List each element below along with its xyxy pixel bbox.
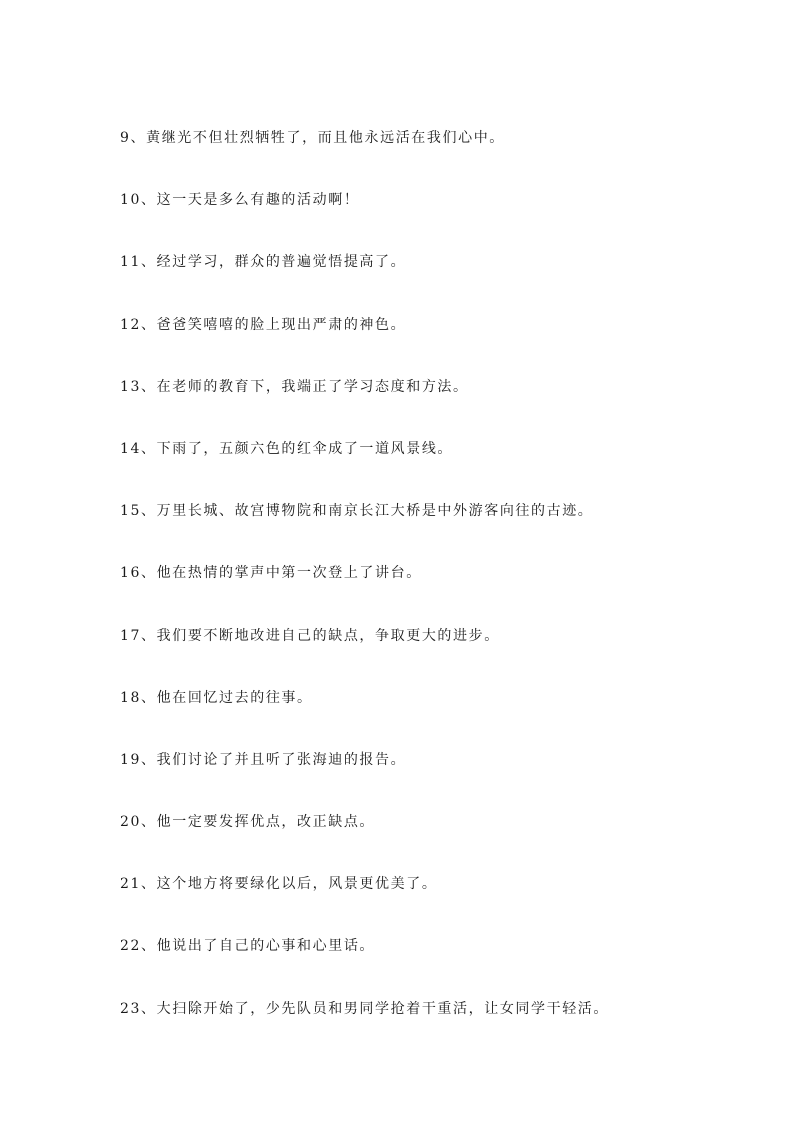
sentence-item: 15、万里长城、故宫博物院和南京长江大桥是中外游客向往的古迹。	[120, 503, 594, 520]
sentence-item: 10、这一天是多么有趣的活动啊！	[120, 192, 360, 209]
sentence-item: 12、爸爸笑嘻嘻的脸上现出严肃的神色。	[120, 316, 407, 333]
sentence-list	[120, 128, 760, 1061]
sentence-item: 17、我们要不断地改进自己的缺点，争取更大的进步。	[120, 627, 500, 644]
sentence-item: 16、他在热情的掌声中第一次登上了讲台。	[120, 565, 422, 582]
sentence-item: 11、经过学习，群众的普遍觉悟提高了。	[120, 254, 407, 271]
sentence-item: 18、他在回忆过去的往事。	[120, 689, 313, 706]
sentence-item: 19、我们讨论了并且听了张海迪的报告。	[120, 751, 407, 768]
sentence-item: 20、他一定要发挥优点，改正缺点。	[120, 814, 376, 831]
sentence-item: 23、大扫除开始了，少先队员和男同学抢着干重活，让女同学干轻活。	[120, 1000, 610, 1017]
sentence-item: 21、这个地方将要绿化以后，风景更优美了。	[120, 876, 438, 893]
sentence-item: 9、黄继光不但壮烈牺牲了，而且他永远活在我们心中。	[120, 130, 505, 146]
sentence-item: 13、在老师的教育下，我端正了学习态度和方法。	[120, 378, 469, 395]
sentence-item: 22、他说出了自己的心事和心里话。	[120, 938, 376, 955]
sentence-item: 14、下雨了，五颜六色的红伞成了一道风景线。	[120, 440, 454, 457]
